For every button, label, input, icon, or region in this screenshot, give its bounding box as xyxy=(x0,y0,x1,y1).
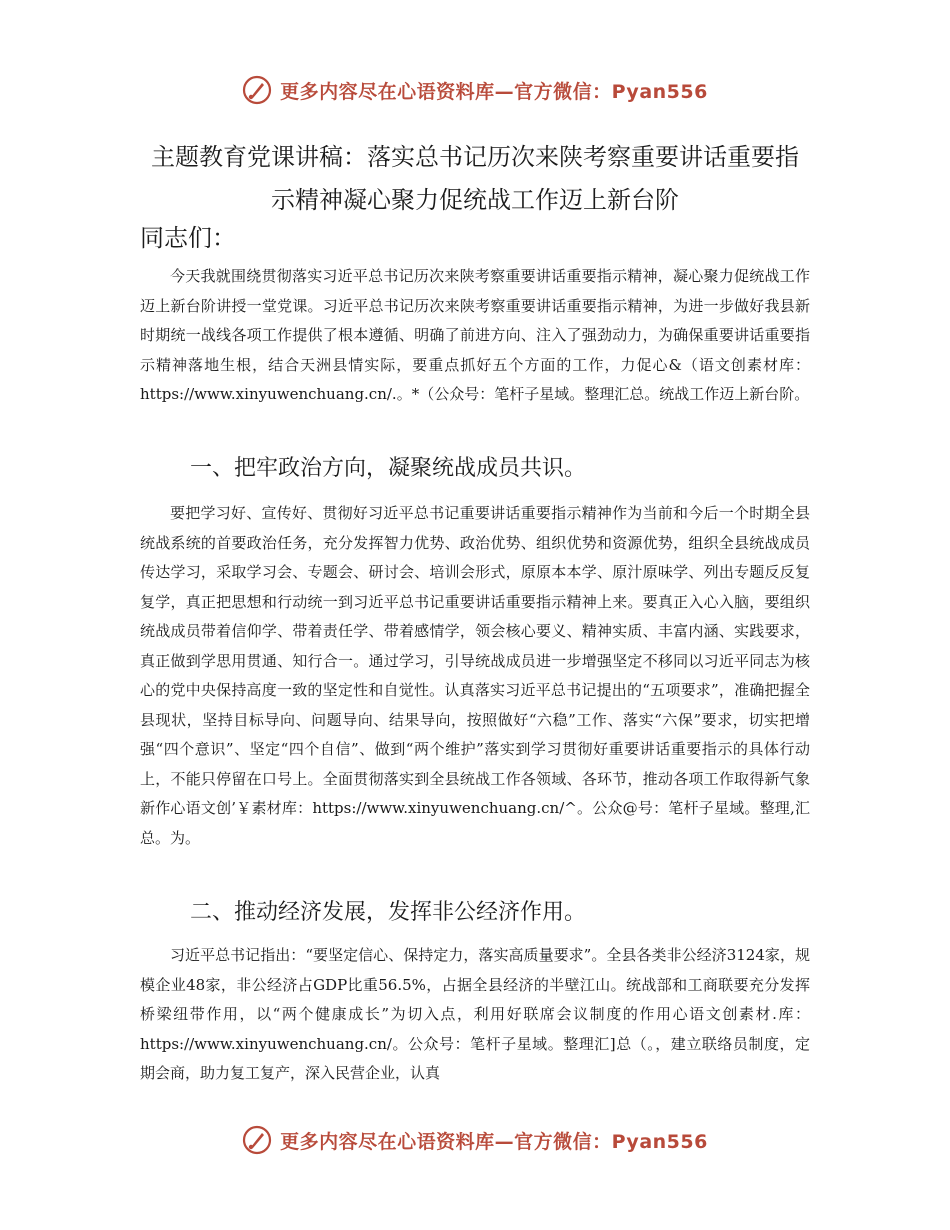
paragraph-section-1: 要把学习好、宣传好、贯彻好习近平总书记重要讲话重要指示精神作为当前和今后一个时期全县统战系统的首要政治任务，充分发挥智力优势、政治优势、组织优势和资源优势，组织全县统战成员传达学习，采取学习会、专题会、研讨会、培训会形式，原原本本学、原汁原味学、列出专题反反复复学，真正把思想和行动统一到习近平总书记重要讲话重要指示精神上来。要真正入心入脑，要组织统战成员带着信仰学、带着责任学、带着感情学，领会核心要义、精神实质、丰富内涵、实践要求，真正做到学思用贯通、知行合一。通过学习，引导统战成员进一步增强坚定不移同以习近平同志为核心的党中央保持高度一致的坚定性和自觉性。认真落实习近平总书记提出的“五项要求”，准确把握全县现状，坚持目标导向、问题导向、结果导向，按照做好“六稳”工作、落实“六保”要求，切实把增强“四个意识”、坚定“四个自信”、做到“两个维护”落实到学习贯彻好重要讲话重要指示的具体行动上，不能只停留在口号上。全面贯彻落实到全县统战工作各领域、各环节，推动各项工作取得新气象新作心语文创’￥素材库：https://www.xinyuwenchuang.cn/^。公众@号：笔杆子星域。整理,汇总。为。 xyxy=(140,504,810,847)
banner-text: 更多内容尽在心语资料库—官方微信：Pyan556 xyxy=(280,1130,708,1153)
footer-watermark-banner xyxy=(0,1120,950,1160)
quill-logo-icon xyxy=(242,75,272,105)
document-title: 主题教育党课讲稿：落实总书记历次来陕考察重要讲话重要指示精神凝心聚力促统战工作迈上新台阶 xyxy=(151,143,799,215)
paragraph-intro: 今天我就围绕贯彻落实习近平总书记历次来陕考察重要讲话重要指示精神，凝心聚力促统战工作迈上新台阶讲授一堂党课。习近平总书记历次来陕考察重要讲话重要指示精神，为进一步做好我县新时期统一战线各项工作提供了根本遵循、明确了前进方向、注入了强劲动力，为确保重要讲话重要指示精神落地生根，结合天洲县情实际，要重点抓好五个方面的工作，力促心&（语文创素材库：https://www.xinyuwenchuang.cn/.。*（公众号：笔杆子星域。整理汇总。统战工作迈上新台阶。 xyxy=(140,267,810,403)
section-heading-1: 一、把牢政治方向，凝聚统战成员共识。 xyxy=(190,456,587,481)
paragraph-section-2: 习近平总书记指出：“要坚定信心、保持定力，落实高质量要求”。全县各类非公经济3124家，规模企业48家，非公经济占GDP比重56.5%，占据全县经济的半壁江山。统战部和工商联要充分发挥桥梁纽带作用，以“两个健康成长”为切入点，利用好联席会议制度的作用心语文创素材.库：https://www.xinyuwenchuang.cn/。公众号：笔杆子星域。整理汇]总（。，建立联络员制度，定期会商，助力复工复产，深入民营企业，认真 xyxy=(140,946,810,1082)
quill-logo-icon xyxy=(242,1125,272,1155)
section-heading-2: 二、推动经济发展，发挥非公经济作用。 xyxy=(190,900,587,925)
salutation: 同志们： xyxy=(140,224,236,252)
banner-text: 更多内容尽在心语资料库—官方微信：Pyan556 xyxy=(280,80,708,103)
header-watermark-banner xyxy=(0,70,950,110)
